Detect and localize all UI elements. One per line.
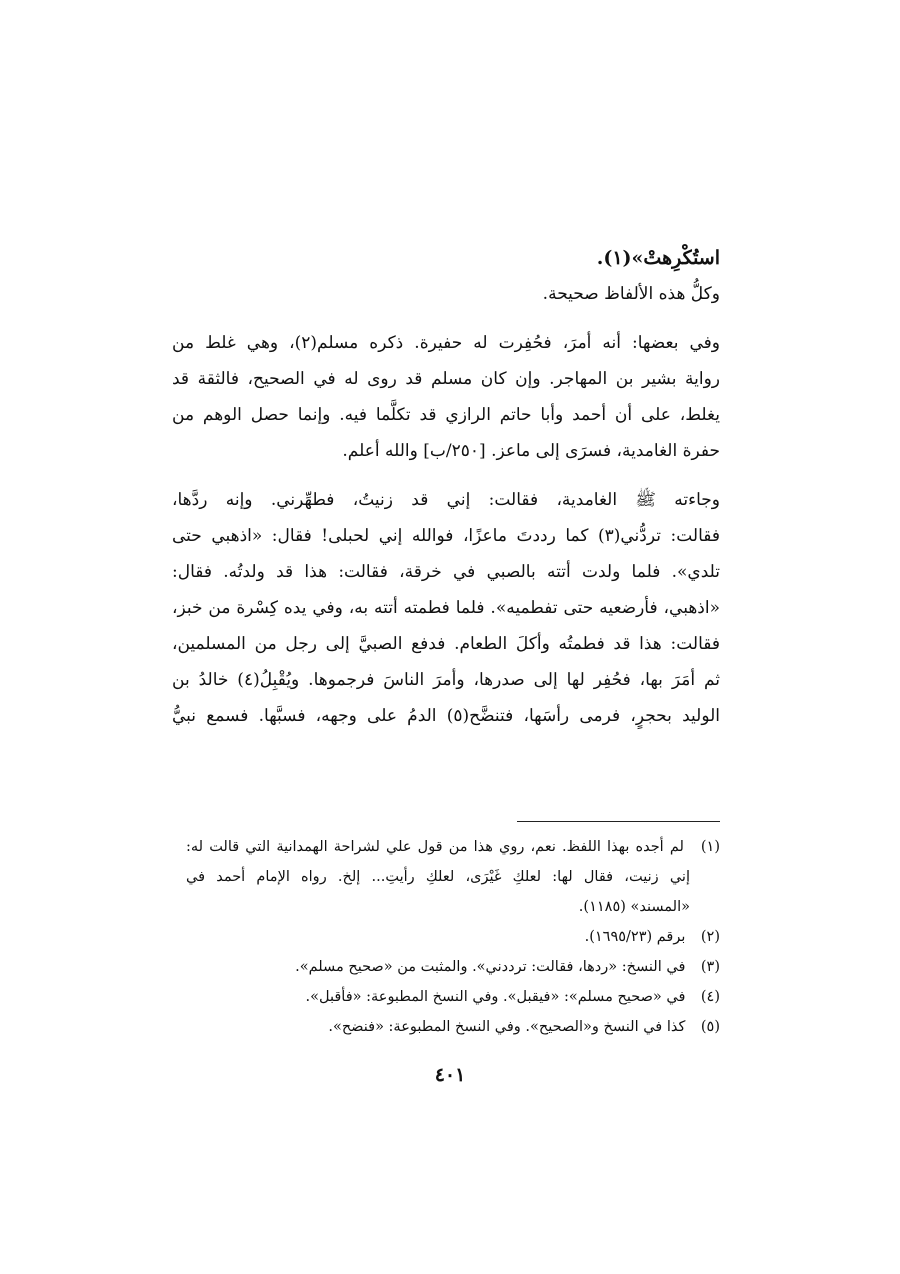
text-line: استُكْرِهتْ»(١).	[596, 247, 720, 269]
footnote-1-continuation: «المسند» (١١٨٥).	[578, 899, 690, 915]
text-line: رواية بشير بن المهاجر. وإن كان مسلم قد روى له في الصحيح، فالثقة قد	[172, 369, 720, 389]
footnote-number: (٤)	[700, 989, 720, 1005]
text-line: وكلُّ هذه الألفاظ صحيحة.	[542, 284, 720, 304]
footnote-text: في النسخ: «ردها، فقالت: ترددني». والمثبت من «صحيح مسلم».	[295, 959, 686, 975]
text-line: ثم أمَرَ بها، فحُفِر لها إلى صدرها، وأمرَ الناسَ فرجموها. ويُقْبِلُ(٤) خالدُ بن	[172, 670, 720, 690]
text-line: وجاءته ﷺ الغامدية، فقالت: إني قد زنيتُ، فطهِّرني. وإنه ردَّها،	[172, 490, 720, 510]
footnote-4	[186, 982, 720, 1012]
footnote-number: (٢)	[700, 929, 720, 945]
text-line: فقالت: تردُّني(٣) كما رددتَ ماعزًا، فوالله إني لحبلى! فقال: «اذهبي حتى	[172, 526, 720, 546]
text-line: تلدي». فلما ولدت أتته بالصبي في خرقة، فقالت: هذا قد ولدتُه. فقال:	[172, 562, 720, 582]
footnote-5	[186, 1012, 720, 1042]
footnote-1-continuation: إني زنيت، فقال لها: لعلكِ غَيْرَى، لعلكِ رأيتِ... إلخ. رواه الإمام أحمد في	[186, 869, 690, 885]
main-text	[172, 240, 720, 734]
footnote-2	[186, 922, 720, 952]
footnote-3	[186, 952, 720, 982]
footnote-number: (١)	[700, 839, 720, 855]
footnotes	[186, 832, 720, 1042]
footnote-1	[186, 832, 720, 862]
footnote-text: كذا في النسخ و«الصحيح». وفي النسخ المطبوعة: «فنضح».	[328, 1019, 686, 1035]
footnote-text: لم أجده بهذا اللفظ. نعم، روي هذا من قول علي لشراحة الهمدانية التي قالت له:	[186, 839, 684, 855]
footnote-text: في «صحيح مسلم»: «فيقبل». وفي النسخ المطبوعة: «فأقبل».	[305, 989, 686, 1005]
text-line: فقالت: هذا قد فطمتُه وأكلَ الطعام. فدفع الصبيَّ إلى رجل من المسلمين،	[172, 634, 720, 654]
footnote-number: (٣)	[700, 959, 720, 975]
footnote-divider	[517, 821, 720, 822]
footnote-number: (٥)	[700, 1019, 720, 1035]
text-line: حفرة الغامدية، فسرَى إلى ماعز. [٢٥٠/ب] والله أعلم.	[342, 441, 720, 461]
text-line: وفي بعضها: أنه أمرَ، فحُفِرت له حفيرة. ذكره مسلم(٢)، وهي غلط من	[172, 333, 720, 353]
text-line: «اذهبي، فأرضعيه حتى تفطميه». فلما فطمته أتته به، وفي يده كِسْرة من خبز،	[172, 598, 720, 618]
page-number: ٤٠١	[434, 1064, 466, 1086]
text-line: يغلط، على أن أحمد وأبا حاتم الرازي قد تكلَّما فيه. وإنما حصل الوهم من	[172, 405, 720, 425]
text-line: الوليد بحجرٍ، فرمى رأسَها، فتنضَّح(٥) الدمُ على وجهه، فسبَّها. فسمع نبيُّ	[172, 706, 720, 726]
footnote-text: برقم (١٦٩٥/٢٣).	[584, 929, 686, 945]
